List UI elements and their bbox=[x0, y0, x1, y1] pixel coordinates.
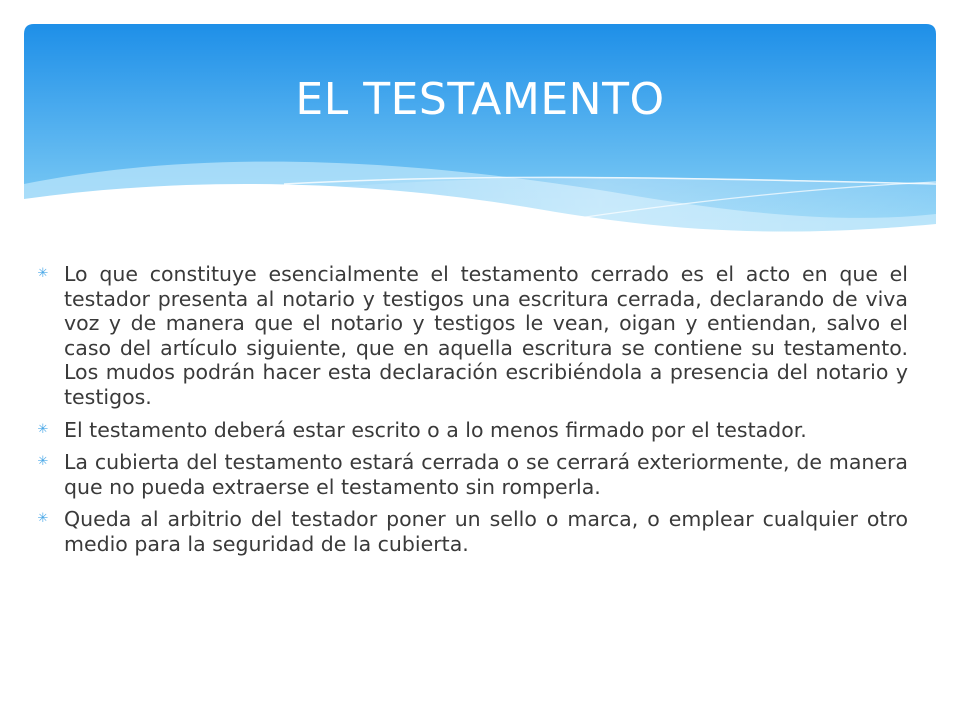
asterisk-icon: ✳ bbox=[37, 266, 49, 281]
asterisk-icon: ✳ bbox=[37, 454, 49, 470]
bullet-text: La cubierta del testamento estará cerrada o se cerrará exteriormente, de manera que no pueda extraerse el testamento sin romperla. bbox=[64, 450, 908, 499]
header-banner bbox=[24, 24, 936, 244]
asterisk-icon: ✳ bbox=[37, 421, 49, 437]
slide-title: EL TESTAMENTO bbox=[295, 74, 665, 125]
asterisk-icon: ✳ bbox=[37, 511, 49, 527]
bullet-item bbox=[34, 450, 908, 499]
bullet-text: Queda al arbitrio del testador poner un sello o marca, o emplear cualquier otro medio para la seguridad de la cubierta. bbox=[64, 507, 908, 556]
bullet-text: El testamento deberá estar escrito o a lo menos firmado por el testador. bbox=[64, 417, 807, 442]
bullet-text: Lo que constituye esencialmente el testamento cerrado es el acto en que el testador presenta al notario y testigos una escritura cerrada, declarando de viva voz y de manera que el notario y testigos le vean, oigan y entiendan, salvo el caso del artículo siguiente, que en aquella escritura se contiene su testamento. Los mudos podrán hacer esta declaración escribiéndola a presencia del notario y testigos. bbox=[64, 262, 908, 409]
header-wave-graphic bbox=[24, 24, 936, 244]
bullet-item bbox=[34, 507, 908, 556]
bullet-item bbox=[34, 262, 908, 410]
bullet-list bbox=[34, 262, 908, 565]
bullet-item bbox=[34, 418, 908, 443]
